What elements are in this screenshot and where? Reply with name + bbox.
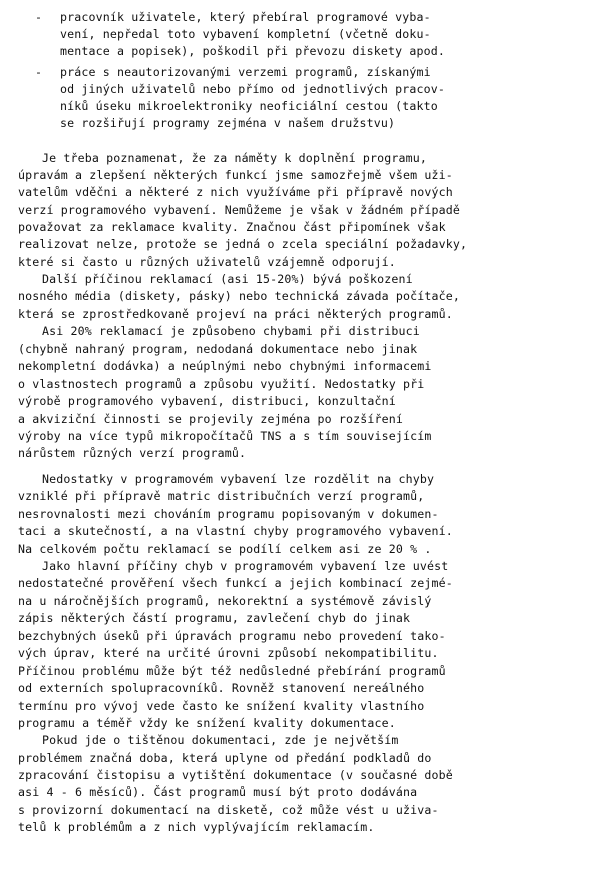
paragraph-line: Další příčinou reklamací (asi 15-20%) bývá poškození: [42, 272, 413, 286]
paragraph-line: úpravám a zlepšení některých funkcí jsme samozřejmě všem uži-: [18, 168, 453, 182]
paragraph-line: na u náročnějších programů, nekorektní a systémově závislý: [18, 594, 432, 608]
paragraph-line: asi 4 - 6 měsíců). Část programů musí být proto dodávána: [18, 785, 418, 799]
paragraph-line: Příčinou problému může být též nedůsledné přebírání programů: [18, 664, 446, 678]
paragraph-line: vých úprav, které na určité úrovni způsobí nekompatibilitu.: [18, 646, 439, 660]
paragraph-line: verzí programového vybavení. Nemůžeme je však v žádném případě: [18, 203, 461, 217]
paragraph-line: Je třeba poznamenat, že za náměty k doplnění programu,: [42, 151, 428, 165]
list-line: níků úseku mikroelektroniky neoficiální cestou (takto: [60, 99, 438, 113]
paragraph-line: Jako hlavní příčiny chyb v programovém vybavení lze uvést: [42, 559, 449, 573]
list-line: vení, nepředal toto vybavení kompletní (včetně doku-: [60, 27, 431, 41]
paragraph-line: Pokud jde o tištěnou dokumentaci, zde je největším: [42, 733, 399, 747]
list-bullet: -: [35, 65, 43, 79]
paragraph-line: nesrovnalosti mezi chováním programu popisovaným v dokumen-: [18, 507, 439, 521]
paragraph-line: s provizorní dokumentací na disketě, což může vést u uživa-: [18, 803, 439, 817]
paragraph-line: která se zprostředkovaně projeví na práci některých programů.: [18, 307, 453, 321]
paragraph-line: nekompletní dodávka) a neúplnými nebo chybnými informacemi: [18, 359, 432, 373]
paragraph-line: považovat za reklamace kvality. Značnou část připomínek však: [18, 220, 446, 234]
paragraph-line: které si často u různých uživatelů vzájemně odporují.: [18, 255, 396, 269]
paragraph-line: bezchybných úseků při úpravách programu nebo provedení tako-: [18, 629, 446, 643]
paragraph-line: nárůstem různých verzí programů.: [18, 446, 247, 460]
paragraph-line: problémem značná doba, která uplyne od předání podkladů do: [18, 751, 432, 765]
paragraph-line: vzniklé při přípravě matric distribučních verzí programů,: [18, 489, 425, 503]
paragraph-line: Na celkovém počtu reklamací se podílí celkem asi ze 20 % .: [18, 542, 432, 556]
paragraph-line: (chybně nahraný program, nedodaná dokumentace nebo jinak: [18, 342, 418, 356]
paragraph-line: nosného média (diskety, pásky) nebo technická závada počítače,: [18, 289, 461, 303]
paragraph-line: telů k problémům a z nich vyplývajícím reklamacím.: [18, 820, 375, 834]
paragraph-line: Asi 20% reklamací je způsobeno chybami při distribuci: [42, 324, 420, 338]
paragraph-line: vatelům vděčni a některé z nich využíváme při přípravě nových: [18, 185, 453, 199]
paragraph-line: zpracování čistopisu a vytištění dokumentace (v současné době: [18, 768, 453, 782]
list-line: pracovník uživatele, který přebíral programové vyba-: [60, 10, 431, 24]
paragraph-line: nedostatečné prověření všech funkcí a jejich kombinací zejmé-: [18, 576, 453, 590]
paragraph-line: od externích spolupracovníků. Rovněž stanovení nereálného: [18, 681, 425, 695]
paragraph-line: termínu pro vývoj vede často ke snížení kvality vlastního: [18, 699, 425, 713]
paragraph-line: Nedostatky v programovém vybavení lze rozdělit na chyby: [42, 472, 435, 486]
paragraph-line: výrobě programového vybavení, distribuci, konzultační: [18, 394, 396, 408]
list-line: práce s neautorizovanými verzemi programů, získanými: [60, 65, 431, 79]
list-line: od jiných uživatelů nebo přímo od jednotlivých pracov-: [60, 82, 446, 96]
paragraph-line: výroby na více typů mikropočítačů TNS a s tím souvisejícím: [18, 429, 432, 443]
paragraph-line: zápis některých částí programu, zavlečení chyb do jinak: [18, 611, 411, 625]
paragraph-line: realizovat nelze, protože se jedná o zcela speciální požadavky,: [18, 237, 468, 251]
list-line: se rozšiřují programy zejména v našem družstvu): [60, 116, 396, 130]
paragraph-line: a akviziční činnosti se projevily zejména po rozšíření: [18, 412, 404, 426]
paragraph-line: programu a téměř vždy ke snížení kvality dokumentace.: [18, 716, 396, 730]
list-line: mentace a popisek), poškodil při převozu diskety apod.: [60, 44, 446, 58]
list-bullet: -: [35, 10, 43, 24]
paragraph-line: taci a skutečností, a na vlastní chyby programového vybavení.: [18, 524, 453, 538]
paragraph-line: o vlastnostech programů a způsobu využití. Nedostatky při: [18, 377, 425, 391]
